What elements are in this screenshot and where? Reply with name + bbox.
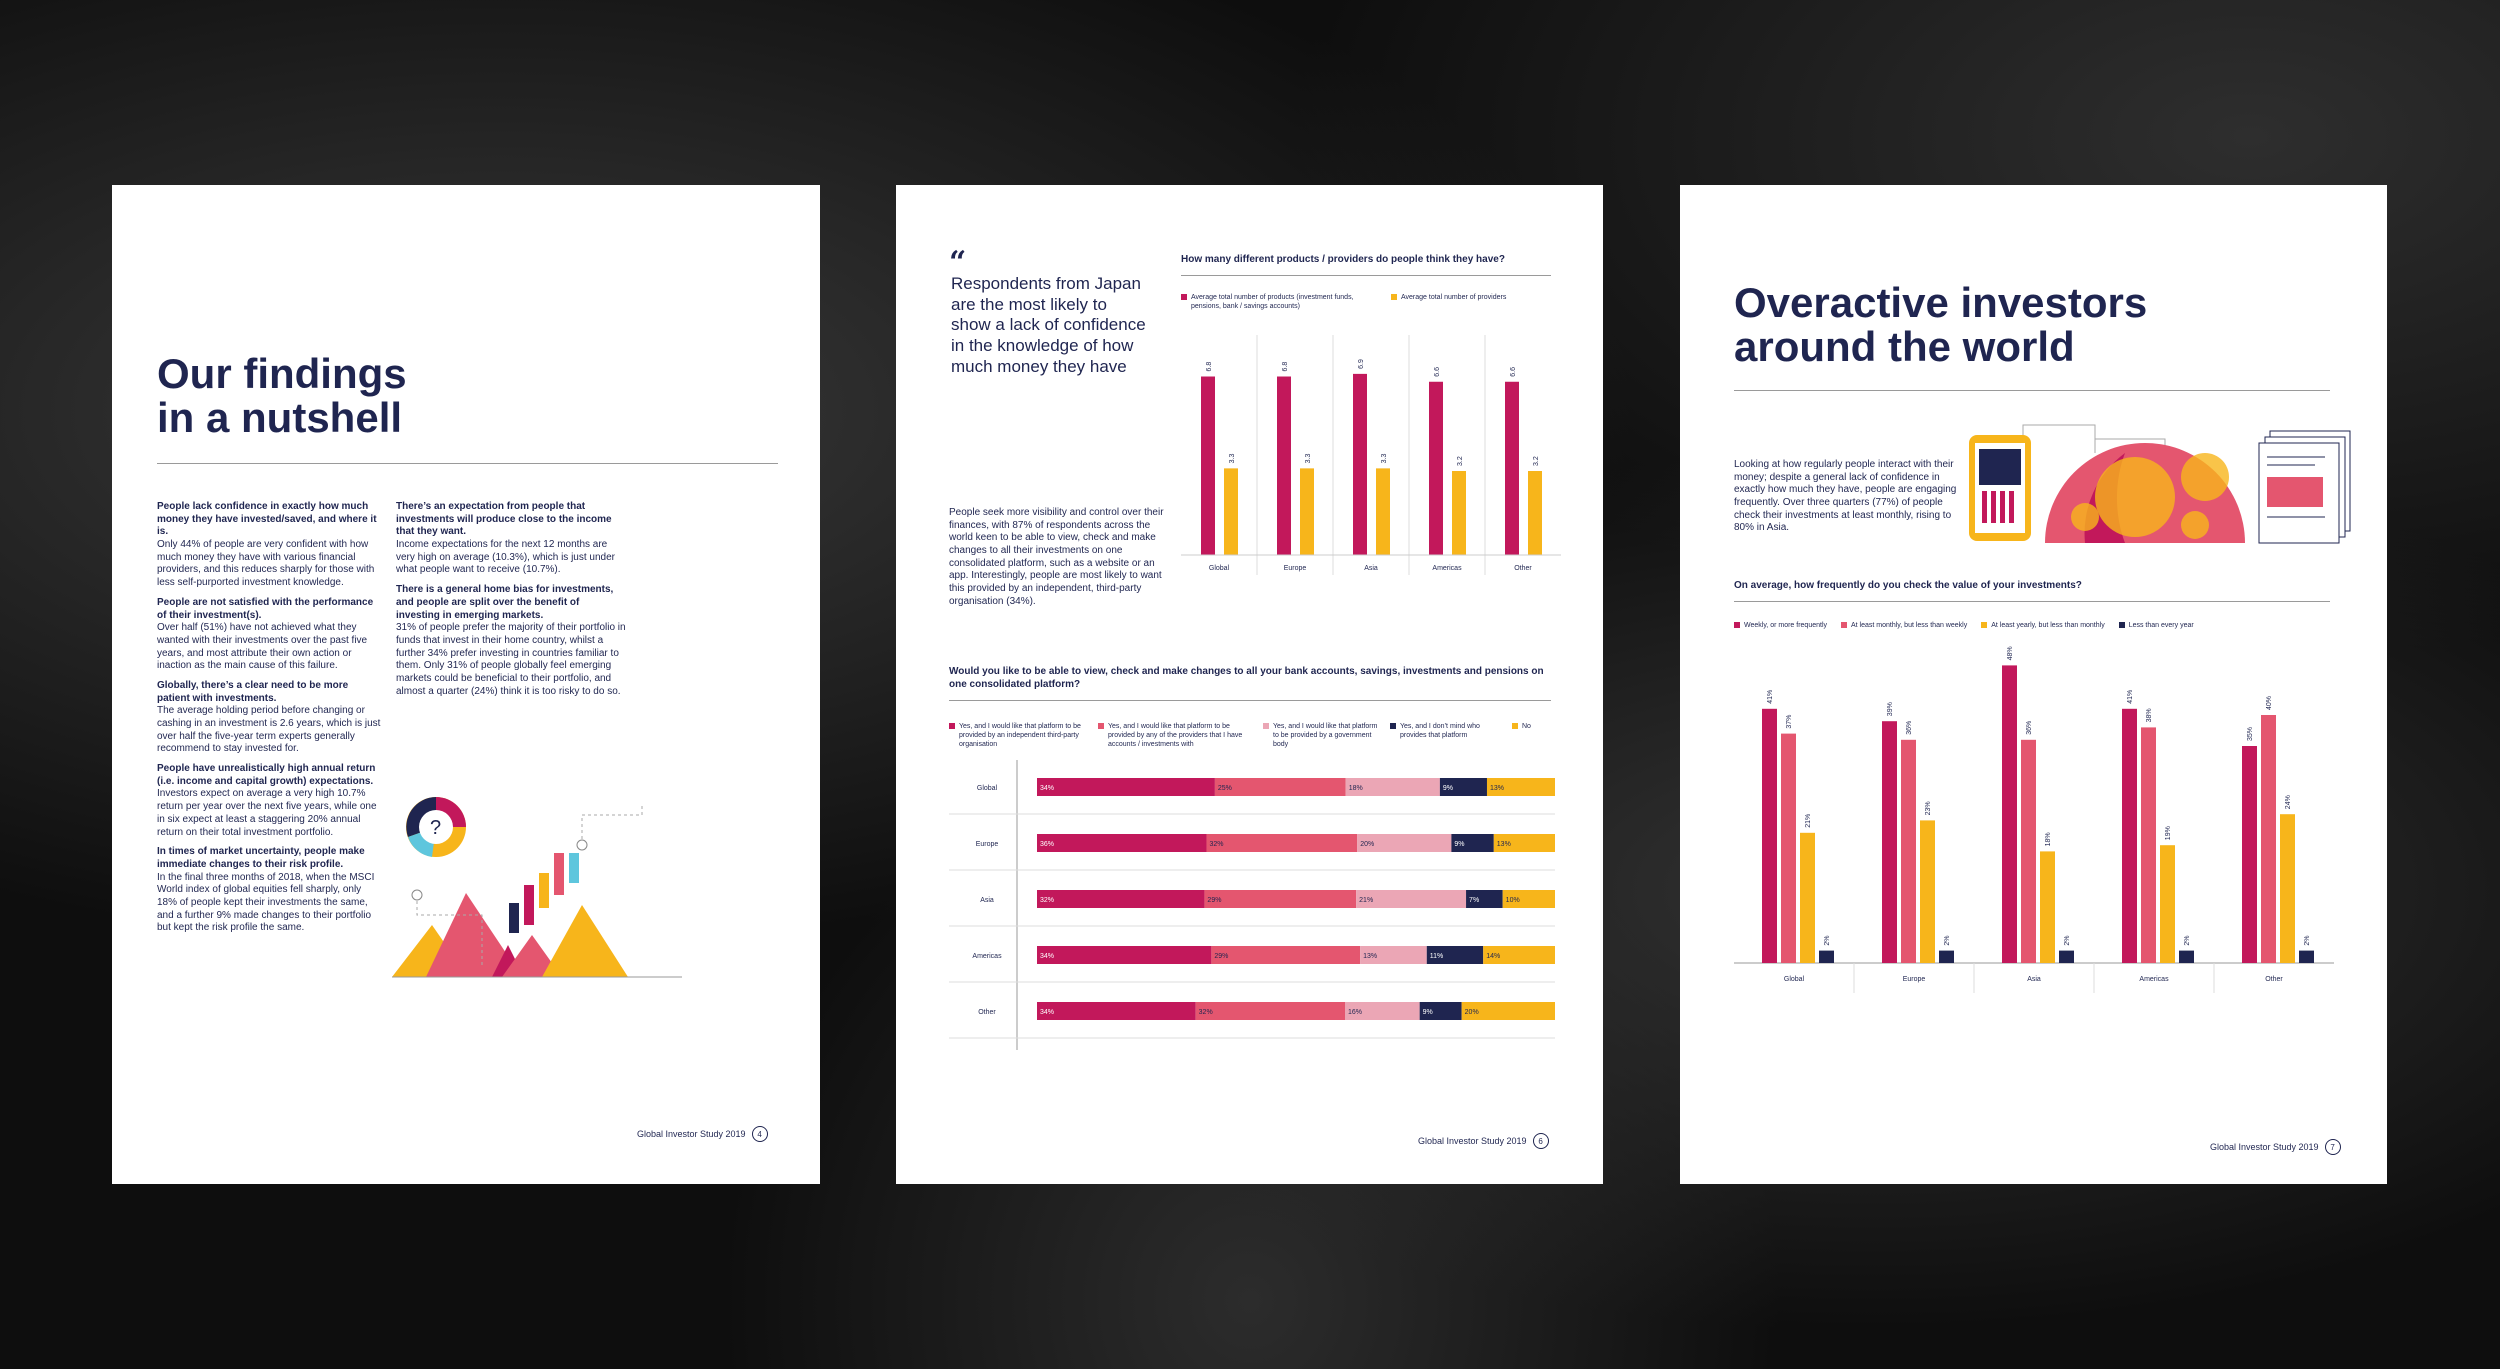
category-label: Americas <box>2139 976 2169 983</box>
products-chart-title: How many different products / providers do people think they have? <box>1181 254 1505 265</box>
bar <box>2141 727 2156 963</box>
products-chart-legend <box>1181 293 1561 311</box>
bar-segment <box>1211 946 1360 964</box>
body-text: People seek more visibility and control over their finances, with 87% of respondents across the world keen to be able to view, check and make changes to all their investments on one consolidated platform, such as a website or an app. Interestingly, people are most likely to want this provided by an independent, third-party organisation (34%). <box>949 507 1164 607</box>
data-label: 6.8 <box>1282 361 1289 372</box>
bar <box>1920 820 1935 963</box>
data-label: 41% <box>1767 689 1774 704</box>
chart-divider <box>1181 275 1551 276</box>
category-label: Other <box>978 1009 996 1016</box>
globe-icon <box>2045 443 2245 543</box>
data-label: 18% <box>1348 785 1363 792</box>
bar-segment <box>1215 778 1346 796</box>
phone-icon <box>1969 435 2031 541</box>
data-label: 13% <box>1363 953 1378 960</box>
page-consolidated-platform <box>896 185 1603 1184</box>
bar <box>2299 951 2314 963</box>
donut-question-icon <box>406 797 466 857</box>
data-label: 34% <box>1040 785 1055 792</box>
page-footer: Global Investor Study 2019 6 <box>1418 1133 1549 1149</box>
bar <box>1528 471 1542 555</box>
data-label: 24% <box>2285 795 2292 810</box>
legend-item: Less than every year <box>2119 621 2194 630</box>
data-label: 2% <box>2304 935 2311 946</box>
legend-item: Average total number of providers <box>1391 293 1506 311</box>
page-number: 4 <box>752 1126 768 1142</box>
data-label: 25% <box>1217 785 1232 792</box>
bar-segment <box>1037 834 1207 852</box>
chart-bars-icon <box>509 853 579 933</box>
data-label: 21% <box>1359 897 1374 904</box>
finding-item: People lack confidence in exactly how much money they have invested/saved, and where it is. Only 44% of people are very confident with how much money they have with various financial providers, and this reduces sharply for those with less self-purported investment knowledge. <box>157 501 377 589</box>
data-label: 3.3 <box>1381 453 1388 464</box>
data-label: 6.8 <box>1206 361 1213 372</box>
legend-item: Yes, and I don’t mind who provides that platform <box>1390 722 1500 749</box>
legend-item: At least yearly, but less than monthly <box>1981 621 2104 630</box>
bar <box>2040 851 2055 963</box>
category-label: Asia <box>980 897 994 904</box>
platform-chart-legend <box>949 722 1569 749</box>
bar <box>2179 951 2194 963</box>
page-number: 6 <box>1533 1133 1549 1149</box>
data-label: 18% <box>2045 832 2052 847</box>
bar <box>1762 709 1777 963</box>
data-label: 14% <box>1486 953 1501 960</box>
data-label: 9% <box>1422 1009 1433 1016</box>
data-label: 37% <box>1786 714 1793 729</box>
page-footer: Global Investor Study 2019 4 <box>637 1126 768 1142</box>
legend-item: Yes, and I would like that platform to be provided by any of the providers that I have accounts / investments with <box>1098 722 1251 749</box>
data-label: 3.2 <box>1457 456 1464 466</box>
page-footer: Global Investor Study 2019 7 <box>2210 1139 2341 1155</box>
pull-quote: Respondents from Japan are the most likely to show a lack of confidence in the knowledge of how much money they have <box>951 274 1146 376</box>
data-label: 29% <box>1207 897 1222 904</box>
page-findings <box>112 185 820 1184</box>
data-label: 38% <box>2146 708 2153 723</box>
data-label: 32% <box>1198 1009 1213 1016</box>
category-label: Americas <box>1432 565 1462 572</box>
intro-text: Looking at how regularly people interact with their money; despite a general lack of confidence in exactly how much they have, people are engaging frequently. Over three quarters (77%) of people check their investments at least monthly, rising to 80% in Asia. <box>1734 459 1957 534</box>
data-label: 2% <box>1944 935 1951 946</box>
bar-segment <box>1037 1002 1196 1020</box>
data-label: 9% <box>1454 841 1465 848</box>
category-label: Global <box>1208 565 1230 572</box>
bar <box>1201 377 1215 556</box>
page-title: Our findings in a nutshell <box>157 350 407 442</box>
data-label: 3.2 <box>1533 456 1540 466</box>
page-number: 7 <box>2325 1139 2341 1155</box>
finding-item: People have unrealistically high annual return (i.e. income and capital growth) expectations. Investors expect on average a very high 10.7% return per year over the next five years, while one in six expect at least a staggering 20% annual return on their total investment portfolio. <box>157 763 377 838</box>
category-label: Global <box>1783 976 1805 983</box>
bar-segment <box>1196 1002 1345 1020</box>
data-label: 11% <box>1429 953 1444 960</box>
legend-item: Weekly, or more frequently <box>1734 621 1827 630</box>
title-divider <box>1734 390 2330 391</box>
data-label: 34% <box>1040 1009 1055 1016</box>
bar <box>1781 734 1796 963</box>
bar <box>1429 382 1443 555</box>
bar <box>1452 471 1466 555</box>
data-label: 13% <box>1496 841 1511 848</box>
data-label: 6.6 <box>1434 367 1441 377</box>
data-label: 36% <box>1906 720 1913 735</box>
legend-item: Yes, and I would like that platform to be provided by a government body <box>1263 722 1378 749</box>
platform-stacked-bar-chart <box>949 760 1559 1080</box>
category-label: Other <box>1514 565 1532 572</box>
bar-segment <box>1037 778 1215 796</box>
bar <box>1277 377 1291 556</box>
bar <box>2021 740 2036 963</box>
finding-item: There is a general home bias for investments, and people are split over the benefit of investing in emerging markets. 31% of people prefer the majority of their portfolio in funds that invest in their home country, whilst a further 34% prefer investing in countries familiar to them. Only 31% of people globally feel emerging markets could be beneficial to their portfolio, and almost a quarter (24%) think it is too risky to do so. <box>396 584 626 697</box>
data-label: 2% <box>1824 935 1831 946</box>
bar <box>2261 715 2276 963</box>
data-label: 10% <box>1505 897 1520 904</box>
data-label: 16% <box>1348 1009 1363 1016</box>
data-label: 3.3 <box>1305 453 1312 464</box>
bar-segment <box>1207 834 1358 852</box>
bar <box>2280 814 2295 963</box>
finding-item: In times of market uncertainty, people make immediate changes to their risk profile. In the final three months of 2018, when the MSCI World index of global equities fell sharply, only 18% of people kept their investments the same, and a further 9% made changes to their portfolio but kept the risk profile the same. <box>157 846 375 934</box>
category-label: Americas <box>972 953 1002 960</box>
data-label: 29% <box>1214 953 1229 960</box>
data-label: 13% <box>1489 785 1504 792</box>
data-label: 36% <box>2026 720 2033 735</box>
data-label: 40% <box>2266 695 2273 710</box>
data-label: 32% <box>1040 897 1055 904</box>
data-label: 7% <box>1469 897 1480 904</box>
products-bar-chart <box>1176 325 1576 585</box>
data-label: 48% <box>2007 646 2014 661</box>
findings-left-column <box>157 501 383 942</box>
data-label: 39% <box>1887 702 1894 717</box>
bar-segment <box>1204 890 1356 908</box>
bar <box>1939 951 1954 963</box>
chart-divider <box>1734 601 2330 602</box>
documents-icon <box>2259 431 2350 543</box>
data-label: 6.9 <box>1358 359 1365 369</box>
chart-divider <box>949 700 1551 701</box>
frequency-bar-chart <box>1734 645 2344 995</box>
data-label: 3.3 <box>1229 453 1236 464</box>
bar-segment <box>1037 890 1204 908</box>
data-label: 41% <box>2127 689 2134 704</box>
bar <box>1353 374 1367 555</box>
platform-chart-title: Would you like to be able to view, check and make changes to all your bank accounts, savings, investments and pensions on one consolidated platform? <box>949 666 1544 690</box>
category-label: Global <box>976 785 998 792</box>
data-label: 20% <box>1464 1009 1479 1016</box>
data-label: 6.6 <box>1510 367 1517 377</box>
category-label: Asia <box>2027 976 2041 983</box>
bar <box>1901 740 1916 963</box>
bar <box>2002 665 2017 963</box>
page-title: Overactive investors around the world <box>1734 279 2148 371</box>
findings-illustration <box>392 785 792 985</box>
bar <box>1882 721 1897 963</box>
bar <box>1819 951 1834 963</box>
data-label: 23% <box>1925 801 1932 816</box>
finding-item: Globally, there’s a clear need to be more patient with investments. The average holding period before changing or cashing in an investment is 2.6 years, which is just over half the five-year term experts generally recommend to stay invested for. <box>157 679 381 755</box>
data-label: 19% <box>2165 826 2172 841</box>
quote-mark-icon: “ <box>949 245 967 280</box>
legend-item: Average total number of products (investment funds, pensions, bank / savings accounts) <box>1181 293 1391 311</box>
bar <box>1800 833 1815 963</box>
data-label: 9% <box>1442 785 1454 792</box>
data-label: 21% <box>1805 813 1812 828</box>
data-label: 36% <box>1040 841 1055 848</box>
data-label: 32% <box>1209 841 1224 848</box>
bar <box>1300 468 1314 555</box>
mountains-icon <box>392 893 682 977</box>
data-label: 2% <box>2064 935 2071 946</box>
title-divider <box>157 463 778 464</box>
category-label: Asia <box>1364 565 1378 572</box>
bar <box>1505 382 1519 555</box>
findings-right-column <box>396 501 626 705</box>
finding-item: There’s an expectation from people that investments will produce close to the income that they want. Income expectations for the next 12 months are very high on average (10.3%), which is just under what people want to receive (10.7%). <box>396 501 616 576</box>
bar <box>2160 845 2175 963</box>
category-label: Europe <box>1902 976 1926 983</box>
world-illustration <box>1965 417 2365 547</box>
bar-segment <box>1037 946 1211 964</box>
page-overactive-investors <box>1680 185 2387 1184</box>
data-label: 20% <box>1360 841 1375 848</box>
data-label: 2% <box>2184 935 2191 946</box>
category-label: Other <box>2265 976 2283 983</box>
bar <box>1376 468 1390 555</box>
bar <box>2059 951 2074 963</box>
frequency-chart-legend <box>1734 621 2334 630</box>
data-label: 35% <box>2247 726 2254 741</box>
bar <box>2242 746 2257 963</box>
legend-item: No <box>1512 722 1531 749</box>
bar <box>2122 709 2137 963</box>
data-label: 34% <box>1040 953 1055 960</box>
frequency-chart-title: On average, how frequently do you check the value of your investments? <box>1734 580 2082 591</box>
legend-item: At least monthly, but less than weekly <box>1841 621 1967 630</box>
category-label: Europe <box>975 841 999 848</box>
bar <box>1224 468 1238 555</box>
category-label: Europe <box>1283 565 1307 572</box>
legend-item: Yes, and I would like that platform to be provided by an independent third-party organisation <box>949 722 1086 749</box>
svg-text:?: ? <box>430 817 442 839</box>
finding-item: People are not satisfied with the performance of their investment(s). Over half (51%) have not achieved what they wanted with their investments over the past five years, and most attribute their own action or inaction as the main cause of this failure. <box>157 596 374 672</box>
